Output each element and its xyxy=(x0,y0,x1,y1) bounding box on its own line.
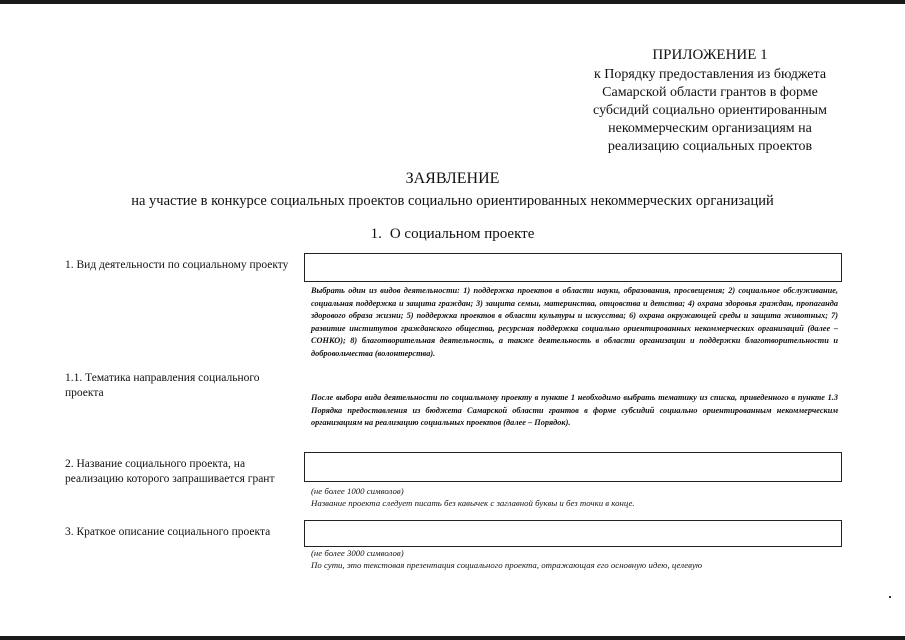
appendix-heading: ПРИЛОЖЕНИЕ 1 xyxy=(652,47,768,63)
activity-input[interactable] xyxy=(304,253,842,282)
project-name-hint: Название проекта следует писать без кавычек с заглавной буквы и без точки в конце. xyxy=(311,498,635,508)
bottom-border xyxy=(0,636,905,640)
theme-label: 1.1. Тематика направления социального проекта xyxy=(65,372,260,399)
appendix-line: субсидий социально ориентированным xyxy=(593,103,827,118)
section-heading xyxy=(0,226,905,243)
appendix-line: некоммерческим организациям на xyxy=(608,121,812,136)
section-number: 1. xyxy=(370,226,382,242)
short-description-input[interactable] xyxy=(304,520,842,547)
section-title: О социальном проекте xyxy=(389,226,535,242)
project-name-label: 2. Название социального проекта, на реализацию которого запрашивается грант xyxy=(65,458,275,485)
appendix-line: реализацию социальных проектов xyxy=(607,139,813,154)
activity-label: 1. Вид деятельности по социальному проекту xyxy=(65,259,289,271)
document-subtitle: на участие в конкурсе социальных проектов социально ориентированных некоммерческих организаций xyxy=(131,193,774,209)
short-description-label: 3. Краткое описание социального проекта xyxy=(65,526,271,538)
document-title: ЗАЯВЛЕНИЕ xyxy=(405,170,500,187)
project-name-input[interactable] xyxy=(304,452,842,482)
top-border xyxy=(0,0,905,4)
appendix-block xyxy=(560,46,860,156)
short-description-limit: (не более 3000 символов) xyxy=(311,548,404,558)
appendix-line: к Порядку предоставления из бюджета xyxy=(593,67,827,82)
activity-hint: Выбрать один из видов деятельности: 1) поддержка проектов в области науки, образования, просвещения; 2) социальное обслуживание, социальная поддержка и защита граждан; 3) защита семьи, материнства, отцовства и детства; 4) охрана здоровья граждан, пропаганда здорового образа жизни; 5) поддержка проектов в области культуры и искусства; 6) охрана окружающей среды и защита животных; 7) развитие институтов гражданского общества, ресурсная поддержка социально ориентированных некоммерческих организаций (далее – СОНКО); 8) благотворительная деятельность, а также деятельность в области организации и поддержки благотворительности и добровольчества (волонтерства). xyxy=(311,286,838,358)
scan-speck xyxy=(889,596,891,598)
theme-hint: После выбора вида деятельности по социальному проекту в пункте 1 необходимо выбрать тематику из списка, приведенного в пункте 1.3 Порядка предоставления из бюджета Самарской области грантов в форме субсидий социально ориентированным некоммерческим организациям на реализацию социальных проектов (далее – Порядок). xyxy=(311,393,838,428)
project-name-limit: (не более 1000 символов) xyxy=(311,486,404,496)
appendix-line: Самарской области грантов в форме xyxy=(602,85,818,100)
short-description-hint: По сути, это текстовая презентация социального проекта, отражающая его основную идею, целевую xyxy=(311,560,703,570)
